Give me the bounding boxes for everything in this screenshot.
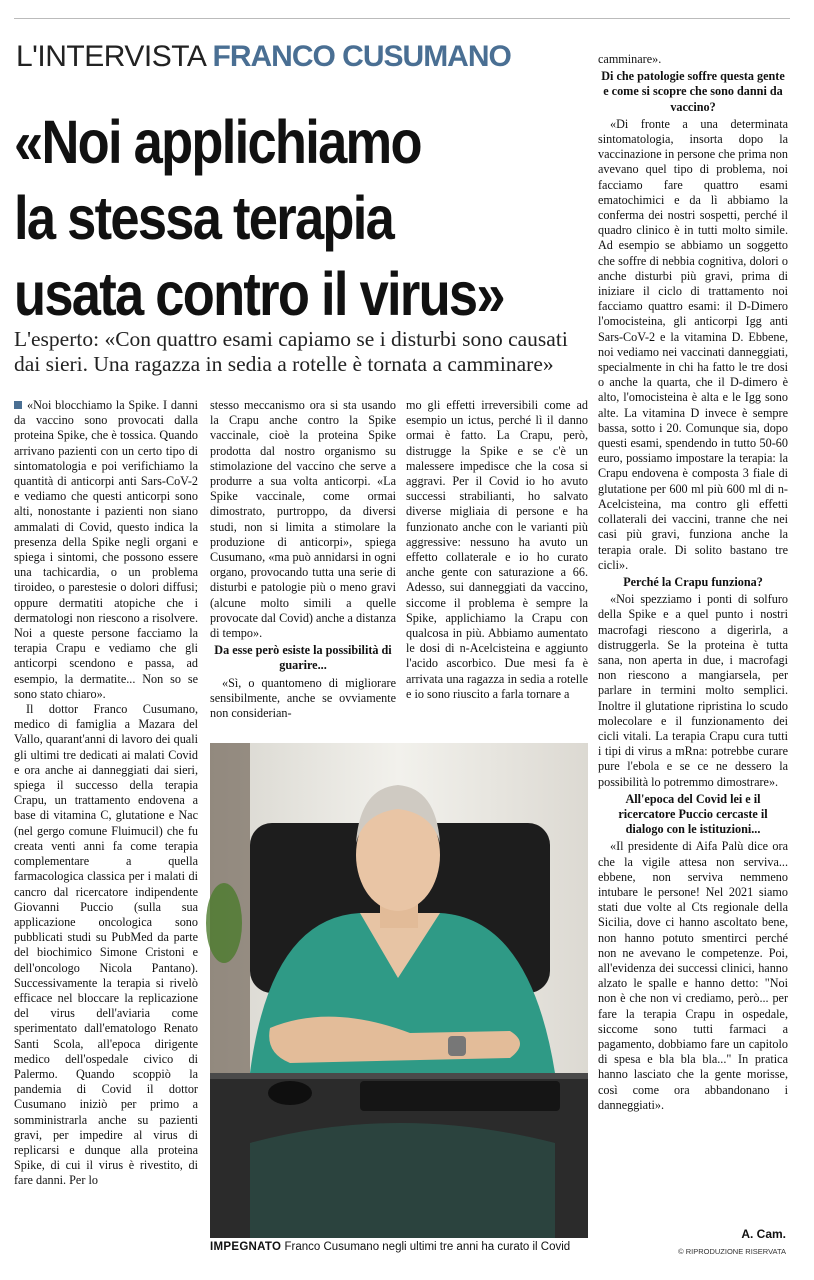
question: Perché la Crapu funziona? <box>623 574 763 589</box>
paragraph: camminare». <box>598 52 662 66</box>
caption-text: Franco Cusumano negli ultimi tre anni ha curato il Covid <box>284 1241 571 1253</box>
caption-label: IMPEGNATO <box>210 1241 282 1253</box>
photo-caption <box>210 1241 590 1253</box>
paragraph: Il dottor Franco Cusumano, medico di famiglia a Mazara del Vallo, quarant'anni di lavoro dei quali gli ultimi tre dedicati ai malati Covid e ora anche ai danneggiati dai sieri, spiega il successo della terapia Crapu, un trattamento endovena a base di vitamina C, glutatione e Nac (nel gergo comune Fluimucil) che fu creata venti anni fa come terapia complementare a quella farmacologica classica per i malati di cancro dal ricercatore indipendente Giovanni Puccio (sulla sua applicazione oncologica sono pubblicati studi su PubMed da parte del biochimico Simone Cristoni e dell'oncologo Nicola Pantano). Successivamente la terapia si rivelò efficace nel bloccare la replicazione del virus dell'aviaria come sperimentato dall'ematologo Renato Santi Scola, all'epoca dirigente medico dell'ospedale civico di Palermo. Quando scoppiò la pandemia di Covid il dottor Cusumano iniziò per primo a somministrarla anche su pazienti gravi, per impedire al virus di replicarsi e dunque alla proteina Spike, di cui il virus è rivestito, di fare danni. Per lo <box>14 702 198 1188</box>
article-column-1 <box>14 398 198 1260</box>
author-signature: A. Cam. <box>741 1227 786 1241</box>
paragraph: «Il presidente di Aifa Palù dice ora che la vigile attesa non serviva... ebbene, non serviva nemmeno intubare le persone! Nel 2021 siamo stati due volte al Cts regionale della Sicilia, dove ci hanno ascoltato bene, non hanno potuto smentirci perché non ne avevano le competenze. Poi, all'evidenza dei successi clinici, hanno alzato le spalle e hanno detto: "Noi non è che non vi crediamo, però... per fare la terapia Crapu in ospedale, siccome sono tutti farmaci a pagamento, dobbiamo fare un capitolo di spesa e bla bla bla..." In pratica hanno lasciato che la gente morisse, così come ora abbandonano i danneggiati». <box>598 839 788 1112</box>
paragraph <box>14 398 198 702</box>
headline-line: la stessa terapia <box>14 184 394 252</box>
top-rule <box>14 18 790 19</box>
headline-line: usata contro il virus» <box>14 260 504 328</box>
portrait-photo <box>210 743 588 1238</box>
article-column-3 <box>406 398 588 701</box>
portrait-illustration <box>210 743 588 1238</box>
deck: L'esperto: «Con quattro esami capiamo se i disturbi sono causati dai sieri. Una ragazza in sedia a rotelle è tornata a camminare» <box>14 327 568 376</box>
bullet-square-icon <box>14 401 22 409</box>
section-label: L'INTERVISTA <box>16 40 205 73</box>
kicker <box>16 40 511 74</box>
headline-line: «Noi applichiamo <box>14 108 421 176</box>
paragraph: «Noi spezziamo i ponti di solfuro della Spike e a quel punto i nostri macrofagi riescono a digerirla, a distruggerla. Se la proteina è tutta sana, non aperta in due, i macrofagi non riescono a mangiarsela, per parlare in termini molto semplici. Inoltre il glutatione ripristina lo scudo molecolare e il funzionamento dei cicli vitali. La terapia Crapu cura tutti i tipi di virus a mRna: potrebbe curare pure l'ebola e se ce ne dessero la possibilità lo potremmo dimostrare». <box>598 592 788 789</box>
interviewee-name: FRANCO CUSUMANO <box>212 40 511 73</box>
headline <box>14 104 511 332</box>
paragraph: mo gli effetti irreversibili come ad esempio un ictus, perché lì il danno ormai è fatto. La Crapu, però, distrugge la Spike e se c'è un malessere impedisce che la cosa si aggravi. Per il Covid io ho avuto successi strabilianti, ho salvato diverse migliaia di persone e ha funzionato anche con le varianti più aggressive: nessuno ha avuto un effetto collaterale e io ho curato anche gente con saturazione a 66. Adesso, sui danneggiati da vaccino, siccome il problema è sempre la Spike, applichiamo la Crapu con qualcosa in più. Abbiamo aumentato le dosi di n-Acelcisteina e aggiunto l'acido ascorbico. Due mesi fa è arrivata una ragazza in sedia a rotelle e io sono riuscito a farla tornare a <box>406 398 588 701</box>
paragraph-text: «Noi blocchiamo la Spike. I danni da vaccino sono provocati dalla proteina Spike, che è tossica. Quando arrivano pazienti con un certo tipo di sintomatologia e poi verifichiamo la quantità di anticorpi anti Sars-CoV-2 e vediamo che questi anticorpi sono alti, nonostante i pazienti non siano ammalati di Covid, questo indica la presenza della Spike negli organi e spiega i sintomi, che possono essere una tachicardia, o un problema tiroideo, o parestesie o dolori diffusi; oppure dermatiti atopiche che i dermatologi non riescono a risolvere. Noi a queste persone facciamo la terapia Crapu e vediamo che gli anticorpi scendono e passa, ad esempio, la dermatite... Non so se sono stato chiaro». <box>14 398 198 701</box>
paragraph: «Di fronte a una determinata sintomatologia, insorta dopo la vaccinazione in persone che prima non avevano quel tipo di problema, noi facciamo fare quattro esami ematochimici e da lì abbiamo la conferma dei nostri sospetti, perché il quadro clinico è in tutti molto simile. Ad esempio se abbiamo un soggetto che soffre di nebbia cognitiva, dolori o anche disturbi più gravi, prima di iniziare il ciclo di trattamento noi facciamo quattro esami: il D-Dimero l'omocisteina, gli anticorpi Igg anti Sars-CoV-2 e la vitamina D. Ebbene, noi vediamo nei vaccinati danneggiati, specialmente in chi ha fatto le tre dosi o anche la quarta, che il D-dimero è alto, l'omocisteina è alta e le Igg sono alte. La vitamina D invece è sempre bassa, sotto i 20. Comunque sia, dopo questi esami, spendendo in tutto 50-60 euro, possiamo impostare la terapia: la Crapu endovena è composta 3 fiale di glutatione per 600 ml più 600 ml di n-Acelcisteina, ma contro gli effetti collaterali dei vaccini, tranne che nei casi più gravi, funziona anche la terapia orale. Di solito bastano tre cicli». <box>598 116 788 572</box>
article-column-4 <box>598 52 788 1237</box>
question: Di che patologie soffre questa gente e come si scopre che sono danni da vaccino? <box>601 69 785 114</box>
question: All'epoca del Covid lei e il ricercatore Puccio cercaste il dialogo con le istituzioni... <box>618 791 768 837</box>
article-column-2 <box>210 398 396 721</box>
question: Da esse però esiste la possibilità di guarire... <box>214 643 392 673</box>
copyright-notice: © RIPRODUZIONE RISERVATA <box>678 1247 786 1256</box>
paragraph: stesso meccanismo ora si sta usando la Crapu anche contro la Spike vaccinale, cioè la proteina Spike prodotta dal nostro organismo su stimolazione del vaccino che serve a produrre a sua volta anticorpi. «La Spike vaccinale, come ormai dimostrato, purtroppo, da diversi studi, non si limita a stimolare la produzione di anticorpi», spiega Cusumano, «ma può annidarsi in ogni organo, provocando tutta una serie di disturbi e patologie più o meno gravi (alcune molto simili a quelle provocate dal Covid) anche a distanza di tempo». <box>210 398 396 641</box>
paragraph: «Sì, o quantomeno di migliorare sensibilmente, anche se ovviamente non considerian- <box>210 675 396 721</box>
